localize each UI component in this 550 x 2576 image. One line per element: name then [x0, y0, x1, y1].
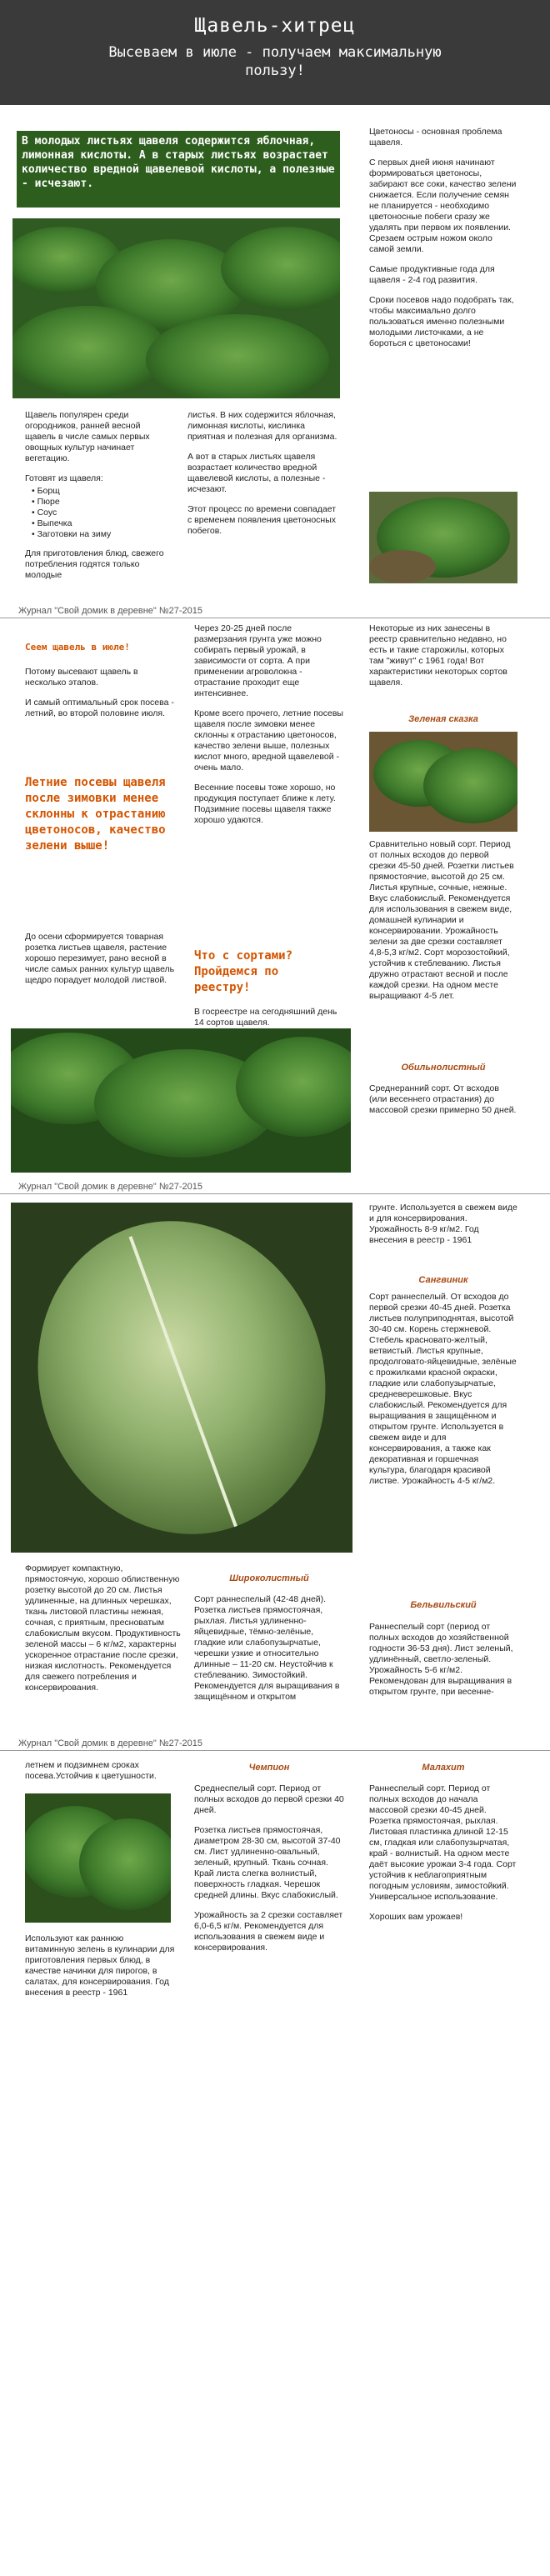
paragraph: В госреестре на сегодняшний день 14 сортов щавеля.	[194, 1007, 338, 1028]
variety-text-belleville	[369, 1622, 518, 1707]
large-sorrel-leaf-photo	[11, 1203, 352, 1553]
section4-left-top	[25, 1760, 175, 1791]
paragraph: Сорт раннеспелый (42-48 дней). Розетка листьев прямостоячая, рыхлая. Листья удлиненно-яйцевидные, тёмно-зелёные, гладкие или слабопузырчатые, черешки узкие и относительно длинные – 11-20 см. Неустойчив к стеблеванию. Зимостойкий. Рекомендуется для выращивания в защищённом и открытом	[194, 1594, 340, 1702]
section2-left-text	[25, 667, 175, 728]
paragraph: Среднеспелый сорт. Период от полных всходов до первой срезки 40 дней.	[194, 1783, 344, 1815]
sorrel-field-photo	[12, 218, 340, 398]
paragraph: Формирует компактную, прямостоячую, хорошо облиственную розетку высотой до 20 см. Листья удлиненные, на длинных черешках, ткань листовой пластины нежная, сочная, с приятным, пресноватым слабокислым вкусом. Продуктивность зеленой массы – 6 кг/м2, характерны ускоренное отрастание после срезки, низкая кислотность. Рекомендуется для свежего потребления и консервирования.	[25, 1563, 181, 1693]
journal-caption: Журнал "Свой домик в деревне" №27-2015	[0, 1181, 550, 1194]
list-item: • Заготовки на зиму	[32, 529, 169, 540]
paragraph: Кроме всего прочего, летние посевы щавеля после зимовки менее склонны к отрастанию цветоносов, качество зелени выше, полезных кислот много, вредной щавелевой - очень мало.	[194, 708, 343, 773]
column-a	[25, 410, 169, 590]
section4-left-text	[25, 1933, 175, 2008]
variety-text-champion	[194, 1783, 344, 1963]
paragraph: Некоторые из них занесены в реестр сравнительно недавно, но есть и такие старожилы, которых там "живут" с 1961 года! Вот характеристики некоторых сортов щавеля.	[369, 623, 508, 688]
section3-right-top	[369, 1203, 518, 1255]
section2-left-text-2	[25, 932, 175, 995]
paragraph: Через 20-25 дней после размерзания грунта уже можно собирать первый урожай, в зависимости от сорта. А при применении агроволокна - отрастание проходит еще интенсивнее.	[194, 623, 322, 698]
section3-left-text	[25, 1563, 183, 1703]
variety-text-broadleaf	[194, 1594, 344, 1712]
sorrel-plant-photo	[25, 1793, 171, 1923]
paragraph: Урожайность за 2 срезки составляет 6,0-6,5 кг/м. Рекомендуется для использования в свежем виде и консервирования.	[194, 1910, 343, 1953]
paragraph: До осени сформируется товарная розетка листьев щавеля, растение хорошо перезимует, рано весной в числе самых ранних культур щавель щедро порадует молодой листвой.	[25, 932, 175, 985]
paragraph: Цветоносы - основная проблема щавеля.	[369, 127, 502, 148]
list-item: • Пюре	[32, 497, 169, 508]
section2-middle-text	[194, 623, 344, 835]
variety-text-green-fairytale	[369, 839, 518, 1011]
variety-heading-belleville: Бельвильский	[410, 1600, 477, 1610]
paragraph: Для приготовления блюд, свежего потребления годятся только молодые	[25, 548, 164, 580]
paragraph: Этот процесс по времени совпадает с временем появления цветоносных побегов.	[188, 504, 337, 536]
dish-list	[32, 486, 169, 540]
list-item: • Борщ	[32, 486, 169, 497]
paragraph: Щавель популярен среди огородников, ранней весной щавель в числе самых первых овощных культур начинает вегетацию.	[25, 410, 150, 463]
sorrel-leaves-photo	[11, 1028, 351, 1173]
paragraph: летнем и подзимнем сроках посева.Устойчив к цветушности.	[25, 1760, 157, 1781]
paragraph: Весенние посевы тоже хорошо, но продукция поступает ближе к лету. Подзимние посевы щавеля также хорошо удаются.	[194, 783, 336, 825]
page-title: Щавель-хитрец	[194, 15, 356, 37]
column-right-top	[369, 127, 518, 358]
paragraph: Самые продуктивные года для щавеля - 2-4 год развития.	[369, 264, 495, 285]
title-banner	[0, 0, 550, 105]
page-subtitle: Высеваем в июле - получаем максимальную пользу!	[108, 44, 442, 79]
paragraph: Сорт раннеспелый. От всходов до первой срезки 40-45 дней. Розетка листьев полуприподнятая, высотой 30-40 см. Корень стержневой. Стебель красновато-желтый, ветвистый. Листья крупные, продолговато-яйцевидные, зелёные с прожилками красной окраски, гладкие или слабопузырчатые, средневерешковые. Вкус слабокислый. Рекомендуется для выращивания в защищённом и открытом грунте. Используется в свежем виде и для консервирования, а также как декоративная и горшечная культура, благодаря красивой листве. Урожайность 4-5 кг/м2.	[369, 1292, 517, 1486]
paragraph: Раннеспелый сорт (период от полных всходов до хозяйственной годности 36-53 дня). Лист зеленый, удлинённый, светло-зеленый. Урожайность 5-6 кг/м2. Рекомендован для выращивания в открытом грунте, при весенне-	[369, 1622, 513, 1697]
variety-heading-champion: Чемпион	[248, 1763, 290, 1773]
paragraph: Сравнительно новый сорт. Период от полных всходов до первой срезки 45-50 дней. Розетки листьев прямостоячие, высотой до 25 см. Листья крупные, сочные, нежные. Вкус слабокислый. Рекомендуется для использования в свежем виде, домашней кулинарии и консервировании. Урожайность зелени за две срезки составляет 4,8-5,3 кг/м2. Сорт морозостойкий, устойчив к стеблеванию. Листья дружно отрастают весной и после каждой срезки. На одном месте выращивают 4-5 лет.	[369, 839, 514, 1001]
intro-highlight-box: В молодых листьях щавеля содержится яблочная, лимонная кислоты. А в старых листьях возрастает количество вредной щавелевой кислоты, а полезные - исчезают.	[17, 131, 340, 208]
paragraph: листья. В них содержится яблочная, лимонная кислоты, кислинка приятная и полезная для организма.	[188, 410, 338, 442]
paragraph: Розетка листьев прямостоячая, диаметром 28-30 см, высотой 37-40 см. Лист удлиненно-овальный, зеленый, крупный. Ткань сочная. Край листа слегка волнистый, поверхность гладкая. Черешок средней длины. Вкус слабокислый.	[194, 1825, 341, 1900]
sow-july-highlight: Сеем щавель в июле!	[25, 642, 130, 653]
variety-heading-broadleaf: Широколистный	[229, 1573, 309, 1583]
paragraph: Среднеранний сорт. От всходов (или весеннего отрастания) до массовой срезки примерно 50 дней.	[369, 1083, 517, 1115]
summer-sowing-highlight: Летние посевы щавеля после зимовки менее склонны к отрастанию цветоносов, качество зелени выше!	[25, 776, 166, 853]
variety-text-malachite	[369, 1783, 518, 1932]
variety-text-sanguine	[369, 1292, 518, 1496]
paragraph: грунте. Используется в свежем виде и для консервирования. Урожайность 8-9 кг/м2. Год внесения в реестр - 1961	[369, 1203, 518, 1245]
variety-heading-green-fairytale: Зеленая сказка	[408, 714, 478, 724]
list-item: • Выпечка	[32, 518, 169, 529]
paragraph: И самый оптимальный срок посева - летний, во второй половине июля.	[25, 698, 174, 718]
paragraph: С первых дней июня начинают формироваться цветоносы, забирают все соки, качество зелени снижается. Если получение семян не планируется - необходимо цветоносные побеги сразу же удалять при первом их появлении. Срезаем острым ножом около самой земли.	[369, 158, 517, 254]
paragraph: Потому высевают щавель в несколько этапов.	[25, 667, 138, 688]
variety-heading-malachite: Малахит	[422, 1763, 465, 1773]
varieties-highlight: Что с сортами? Пройдемся по реестру!	[194, 949, 293, 994]
paragraph: Сроки посевов надо подобрать так, чтобы максимально долго пользоваться именно полезными молодыми листочками, а не бороться с цветоносами!	[369, 295, 514, 348]
paragraph: Хороших вам урожаев!	[369, 1912, 463, 1922]
journal-caption: Журнал "Свой домик в деревне" №27-2015	[0, 605, 550, 618]
paragraph: Используют как раннюю витаминную зелень в кулинарии для приготовления первых блюд, в качестве начинки для пирогов, в салатах, для консервирования. Год внесения в реестр - 1961	[25, 1933, 175, 1998]
journal-caption: Журнал "Свой домик в деревне" №27-2015	[0, 1738, 550, 1751]
list-item: • Соус	[32, 508, 169, 518]
variety-heading-sanguine: Сангвиник	[418, 1275, 468, 1285]
list-title: Готовят из щавеля:	[25, 473, 103, 483]
sorrel-bush-photo	[369, 492, 518, 583]
column-b	[188, 410, 338, 546]
green-fairytale-photo	[369, 732, 518, 832]
variety-heading-abundant-leaf: Обильнолистный	[401, 1063, 486, 1073]
paragraph: А вот в старых листьях щавеля возрастает количество вредной щавелевой кислоты, а полезные - исчезают.	[188, 452, 326, 494]
section2-right-text	[369, 623, 518, 698]
variety-text-abundant-leaf	[369, 1083, 518, 1125]
paragraph: Раннеспелый сорт. Период от полных всходов до начала массовой срезки 40-45 дней. Розетка прямостоячая, рыхлая. Листовая пластинка длиной 12-15 см, гладкая или слабопузырчатая, край - волнистый. На одном месте даёт высокие урожаи 3-4 года. Сорт устойчив к неблагоприятным погодным условиям, зимостойкий. Универсальное использование.	[369, 1783, 517, 1902]
